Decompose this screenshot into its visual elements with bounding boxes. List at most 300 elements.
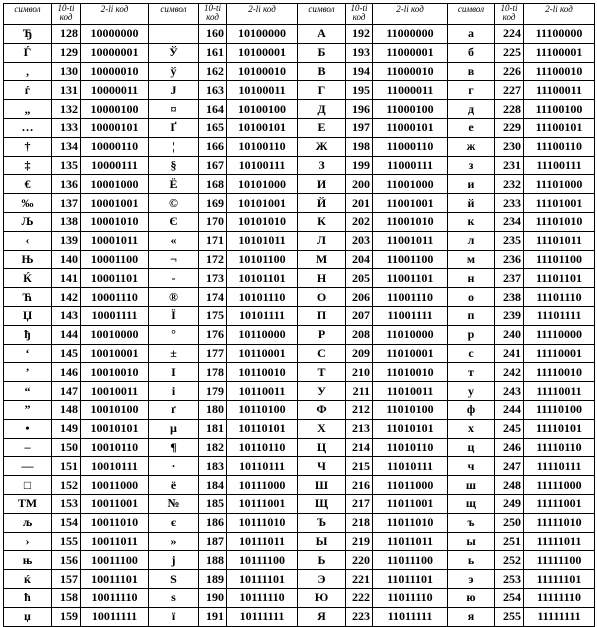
- binary-cell: 11001101: [373, 269, 448, 288]
- binary-cell: 11011100: [373, 551, 448, 570]
- binary-cell: 11010000: [373, 325, 448, 344]
- decimal-cell: 171: [199, 231, 227, 250]
- table-row: [4, 25, 595, 44]
- decimal-cell: 129: [52, 43, 81, 62]
- binary-cell: 11110110: [524, 438, 595, 457]
- decimal-cell: 190: [199, 588, 227, 607]
- binary-cell: 10011100: [81, 551, 149, 570]
- symbol-cell: б: [448, 43, 495, 62]
- decimal-cell: 223: [346, 607, 373, 626]
- binary-cell: 11101110: [524, 288, 595, 307]
- decimal-cell: 177: [199, 344, 227, 363]
- symbol-cell: Ј: [149, 81, 199, 100]
- symbol-cell: Ц: [298, 438, 346, 457]
- header-symbol: символ: [448, 4, 495, 25]
- symbol-cell: А: [298, 25, 346, 44]
- decimal-cell: 139: [52, 231, 81, 250]
- decimal-cell: 221: [346, 570, 373, 589]
- binary-cell: 11000100: [373, 100, 448, 119]
- symbol-cell: Ь: [298, 551, 346, 570]
- binary-cell: 11111110: [524, 588, 595, 607]
- header-binary: 2-li код: [373, 4, 448, 25]
- binary-cell: 11110100: [524, 400, 595, 419]
- binary-cell: 10101111: [227, 306, 298, 325]
- binary-cell: 11100011: [524, 81, 595, 100]
- decimal-cell: 255: [495, 607, 524, 626]
- decimal-cell: 153: [52, 494, 81, 513]
- symbol-cell: М: [298, 250, 346, 269]
- binary-cell: 10111110: [227, 588, 298, 607]
- binary-cell: 11000011: [373, 81, 448, 100]
- binary-cell: 10111101: [227, 570, 298, 589]
- symbol-cell: ш: [448, 476, 495, 495]
- symbol-cell: И: [298, 175, 346, 194]
- table-row: [4, 382, 595, 401]
- symbol-cell: њ: [4, 551, 52, 570]
- decimal-cell: 189: [199, 570, 227, 589]
- symbol-cell: ®: [149, 288, 199, 307]
- decimal-cell: 143: [52, 306, 81, 325]
- binary-cell: 10111100: [227, 551, 298, 570]
- symbol-cell: г: [448, 81, 495, 100]
- table-row: [4, 212, 595, 231]
- symbol-cell: ‚: [4, 62, 52, 81]
- binary-cell: 11111011: [524, 532, 595, 551]
- decimal-cell: 199: [346, 156, 373, 175]
- decimal-cell: 146: [52, 363, 81, 382]
- symbol-cell: Ш: [298, 476, 346, 495]
- decimal-cell: 230: [495, 137, 524, 156]
- binary-cell: 11100000: [524, 25, 595, 44]
- decimal-cell: 250: [495, 513, 524, 532]
- symbol-cell: €: [4, 175, 52, 194]
- decimal-cell: 200: [346, 175, 373, 194]
- symbol-cell: »: [149, 532, 199, 551]
- binary-cell: 10101100: [227, 250, 298, 269]
- symbol-cell: ѕ: [149, 588, 199, 607]
- table-row: [4, 513, 595, 532]
- table-row: [4, 81, 595, 100]
- symbol-cell: Р: [298, 325, 346, 344]
- decimal-cell: 141: [52, 269, 81, 288]
- table-row: [4, 551, 595, 570]
- binary-cell: 11111111: [524, 607, 595, 626]
- symbol-cell: В: [298, 62, 346, 81]
- binary-cell: 10001100: [81, 250, 149, 269]
- decimal-cell: 244: [495, 400, 524, 419]
- symbol-cell: а: [448, 25, 495, 44]
- decimal-cell: 241: [495, 344, 524, 363]
- decimal-cell: 195: [346, 81, 373, 100]
- table-row: [4, 325, 595, 344]
- decimal-cell: 162: [199, 62, 227, 81]
- symbol-cell: м: [448, 250, 495, 269]
- decimal-cell: 173: [199, 269, 227, 288]
- decimal-cell: 206: [346, 288, 373, 307]
- decimal-cell: 213: [346, 419, 373, 438]
- symbol-cell: џ: [4, 607, 52, 626]
- binary-cell: 10010111: [81, 457, 149, 476]
- binary-cell: 11111101: [524, 570, 595, 589]
- binary-cell: 10101010: [227, 212, 298, 231]
- binary-cell: 11011000: [373, 476, 448, 495]
- symbol-cell: ж: [448, 137, 495, 156]
- encoding-table: [3, 3, 595, 627]
- decimal-cell: 246: [495, 438, 524, 457]
- decimal-cell: 149: [52, 419, 81, 438]
- symbol-cell: р: [448, 325, 495, 344]
- decimal-cell: 214: [346, 438, 373, 457]
- decimal-cell: 167: [199, 156, 227, 175]
- binary-cell: 11001010: [373, 212, 448, 231]
- binary-cell: 10011110: [81, 588, 149, 607]
- decimal-cell: 236: [495, 250, 524, 269]
- symbol-cell: л: [448, 231, 495, 250]
- symbol-cell: Й: [298, 194, 346, 213]
- symbol-cell: і: [149, 382, 199, 401]
- decimal-cell: 137: [52, 194, 81, 213]
- decimal-cell: 148: [52, 400, 81, 419]
- symbol-cell: ќ: [4, 570, 52, 589]
- symbol-cell: н: [448, 269, 495, 288]
- decimal-cell: 242: [495, 363, 524, 382]
- binary-cell: 10111001: [227, 494, 298, 513]
- decimal-cell: 130: [52, 62, 81, 81]
- symbol-cell: ¶: [149, 438, 199, 457]
- binary-cell: 11110001: [524, 344, 595, 363]
- decimal-cell: 152: [52, 476, 81, 495]
- binary-cell: 11010010: [373, 363, 448, 382]
- decimal-cell: 202: [346, 212, 373, 231]
- binary-cell: 11110010: [524, 363, 595, 382]
- table-row: [4, 476, 595, 495]
- symbol-cell: Щ: [298, 494, 346, 513]
- binary-cell: 11110000: [524, 325, 595, 344]
- decimal-cell: 229: [495, 118, 524, 137]
- header-row: [4, 4, 595, 25]
- decimal-cell: 155: [52, 532, 81, 551]
- binary-cell: 10000010: [81, 62, 149, 81]
- decimal-cell: 135: [52, 156, 81, 175]
- symbol-cell: ґ: [149, 400, 199, 419]
- binary-cell: 11011011: [373, 532, 448, 551]
- binary-cell: 10011001: [81, 494, 149, 513]
- symbol-cell: Н: [298, 269, 346, 288]
- binary-cell: 11011110: [373, 588, 448, 607]
- decimal-cell: 181: [199, 419, 227, 438]
- symbol-cell: □: [4, 476, 52, 495]
- symbol-cell: [149, 25, 199, 44]
- binary-cell: 10111111: [227, 607, 298, 626]
- header-decimal: 10-ti код: [495, 4, 524, 25]
- symbol-cell: ю: [448, 588, 495, 607]
- decimal-cell: 145: [52, 344, 81, 363]
- table-body: [4, 25, 595, 627]
- decimal-cell: 170: [199, 212, 227, 231]
- binary-cell: 10011111: [81, 607, 149, 626]
- decimal-cell: 251: [495, 532, 524, 551]
- binary-cell: 10100110: [227, 137, 298, 156]
- symbol-cell: ’: [4, 363, 52, 382]
- decimal-cell: 165: [199, 118, 227, 137]
- symbol-cell: “: [4, 382, 52, 401]
- table-row: [4, 570, 595, 589]
- symbol-cell: С: [298, 344, 346, 363]
- decimal-cell: 232: [495, 175, 524, 194]
- binary-cell: 10000110: [81, 137, 149, 156]
- symbol-cell: …: [4, 118, 52, 137]
- symbol-cell: е: [448, 118, 495, 137]
- decimal-cell: 211: [346, 382, 373, 401]
- symbol-cell: Ю: [298, 588, 346, 607]
- decimal-cell: 225: [495, 43, 524, 62]
- symbol-cell: Л: [298, 231, 346, 250]
- symbol-cell: П: [298, 306, 346, 325]
- symbol-cell: №: [149, 494, 199, 513]
- table-row: [4, 457, 595, 476]
- binary-cell: 10111000: [227, 476, 298, 495]
- decimal-cell: 158: [52, 588, 81, 607]
- binary-cell: 10010011: [81, 382, 149, 401]
- decimal-cell: 172: [199, 250, 227, 269]
- symbol-cell: й: [448, 194, 495, 213]
- binary-cell: 11110101: [524, 419, 595, 438]
- symbol-cell: Б: [298, 43, 346, 62]
- binary-cell: 10010100: [81, 400, 149, 419]
- symbol-cell: Њ: [4, 250, 52, 269]
- binary-cell: 10110101: [227, 419, 298, 438]
- symbol-cell: •: [4, 419, 52, 438]
- decimal-cell: 220: [346, 551, 373, 570]
- decimal-cell: 245: [495, 419, 524, 438]
- binary-cell: 10001011: [81, 231, 149, 250]
- decimal-cell: 134: [52, 137, 81, 156]
- decimal-cell: 234: [495, 212, 524, 231]
- symbol-cell: Е: [298, 118, 346, 137]
- decimal-cell: 185: [199, 494, 227, 513]
- symbol-cell: ‘: [4, 344, 52, 363]
- binary-cell: 11010001: [373, 344, 448, 363]
- symbol-cell: ТМ: [4, 494, 52, 513]
- symbol-cell: Ґ: [149, 118, 199, 137]
- symbol-cell: к: [448, 212, 495, 231]
- binary-cell: 11011001: [373, 494, 448, 513]
- decimal-cell: 151: [52, 457, 81, 476]
- decimal-cell: 231: [495, 156, 524, 175]
- symbol-cell: §: [149, 156, 199, 175]
- binary-cell: 11101111: [524, 306, 595, 325]
- decimal-cell: 216: [346, 476, 373, 495]
- binary-cell: 11101010: [524, 212, 595, 231]
- decimal-cell: 183: [199, 457, 227, 476]
- table-row: [4, 588, 595, 607]
- symbol-cell: Ѕ: [149, 570, 199, 589]
- table-row: [4, 175, 595, 194]
- symbol-cell: ћ: [4, 588, 52, 607]
- decimal-cell: 138: [52, 212, 81, 231]
- symbol-cell: ”: [4, 400, 52, 419]
- symbol-cell: Х: [298, 419, 346, 438]
- symbol-cell: љ: [4, 513, 52, 532]
- decimal-cell: 226: [495, 62, 524, 81]
- decimal-cell: 182: [199, 438, 227, 457]
- decimal-cell: 191: [199, 607, 227, 626]
- symbol-cell: †: [4, 137, 52, 156]
- table-row: [4, 194, 595, 213]
- binary-cell: 10100010: [227, 62, 298, 81]
- decimal-cell: 218: [346, 513, 373, 532]
- table-row: [4, 250, 595, 269]
- symbol-cell: Э: [298, 570, 346, 589]
- symbol-cell: и: [448, 175, 495, 194]
- binary-cell: 11001100: [373, 250, 448, 269]
- binary-cell: 10111011: [227, 532, 298, 551]
- binary-cell: 10110111: [227, 457, 298, 476]
- binary-cell: 10110110: [227, 438, 298, 457]
- table-row: [4, 269, 595, 288]
- binary-cell: 11010101: [373, 419, 448, 438]
- decimal-cell: 233: [495, 194, 524, 213]
- symbol-cell: І: [149, 363, 199, 382]
- table-row: [4, 363, 595, 382]
- decimal-cell: 248: [495, 476, 524, 495]
- decimal-cell: 156: [52, 551, 81, 570]
- binary-cell: 11001110: [373, 288, 448, 307]
- binary-cell: 10100000: [227, 25, 298, 44]
- decimal-cell: 178: [199, 363, 227, 382]
- header-decimal: 10-ti код: [52, 4, 81, 25]
- symbol-cell: ¦: [149, 137, 199, 156]
- binary-cell: 11010110: [373, 438, 448, 457]
- table-header: [4, 4, 595, 25]
- decimal-cell: 157: [52, 570, 81, 589]
- binary-cell: 11011010: [373, 513, 448, 532]
- symbol-cell: –: [4, 438, 52, 457]
- binary-cell: 10000001: [81, 43, 149, 62]
- header-binary: 2-li код: [227, 4, 298, 25]
- header-symbol: символ: [298, 4, 346, 25]
- symbol-cell: ї: [149, 607, 199, 626]
- decimal-cell: 222: [346, 588, 373, 607]
- table-row: [4, 137, 595, 156]
- header-decimal: 10-ti код: [346, 4, 373, 25]
- decimal-cell: 203: [346, 231, 373, 250]
- decimal-cell: 212: [346, 400, 373, 419]
- decimal-cell: 169: [199, 194, 227, 213]
- symbol-cell: Љ: [4, 212, 52, 231]
- symbol-cell: Ж: [298, 137, 346, 156]
- decimal-cell: 252: [495, 551, 524, 570]
- binary-cell: 10100101: [227, 118, 298, 137]
- binary-cell: 10000111: [81, 156, 149, 175]
- symbol-cell: є: [149, 513, 199, 532]
- symbol-cell: „: [4, 100, 52, 119]
- symbol-cell: ў: [149, 62, 199, 81]
- table-row: [4, 494, 595, 513]
- decimal-cell: 133: [52, 118, 81, 137]
- binary-cell: 11100010: [524, 62, 595, 81]
- symbol-cell: Д: [298, 100, 346, 119]
- binary-cell: 10011101: [81, 570, 149, 589]
- binary-cell: 10001101: [81, 269, 149, 288]
- binary-cell: 11100001: [524, 43, 595, 62]
- table-row: [4, 419, 595, 438]
- decimal-cell: 163: [199, 81, 227, 100]
- decimal-cell: 131: [52, 81, 81, 100]
- binary-cell: 11010011: [373, 382, 448, 401]
- symbol-cell: О: [298, 288, 346, 307]
- table-row: [4, 118, 595, 137]
- symbol-cell: Ы: [298, 532, 346, 551]
- table-row: [4, 156, 595, 175]
- decimal-cell: 249: [495, 494, 524, 513]
- header-binary: 2-li код: [81, 4, 149, 25]
- symbol-cell: Я: [298, 607, 346, 626]
- symbol-cell: Ч: [298, 457, 346, 476]
- binary-cell: 11111000: [524, 476, 595, 495]
- symbol-cell: э: [448, 570, 495, 589]
- symbol-cell: «: [149, 231, 199, 250]
- decimal-cell: 237: [495, 269, 524, 288]
- decimal-cell: 247: [495, 457, 524, 476]
- binary-cell: 10001110: [81, 288, 149, 307]
- decimal-cell: 136: [52, 175, 81, 194]
- decimal-cell: 197: [346, 118, 373, 137]
- decimal-cell: 186: [199, 513, 227, 532]
- decimal-cell: 204: [346, 250, 373, 269]
- table-row: [4, 100, 595, 119]
- binary-cell: 11011111: [373, 607, 448, 626]
- decimal-cell: 201: [346, 194, 373, 213]
- symbol-cell: Г: [298, 81, 346, 100]
- binary-cell: 10101000: [227, 175, 298, 194]
- symbol-cell: Ѓ: [4, 43, 52, 62]
- symbol-cell: ј: [149, 551, 199, 570]
- decimal-cell: 193: [346, 43, 373, 62]
- table-row: [4, 306, 595, 325]
- binary-cell: 10100111: [227, 156, 298, 175]
- symbol-cell: щ: [448, 494, 495, 513]
- binary-cell: 11100101: [524, 118, 595, 137]
- symbol-cell: ы: [448, 532, 495, 551]
- decimal-cell: 180: [199, 400, 227, 419]
- decimal-cell: 194: [346, 62, 373, 81]
- table-row: [4, 400, 595, 419]
- binary-cell: 11000101: [373, 118, 448, 137]
- symbol-cell: Ф: [298, 400, 346, 419]
- symbol-cell: ъ: [448, 513, 495, 532]
- binary-cell: 10101001: [227, 194, 298, 213]
- decimal-cell: 224: [495, 25, 524, 44]
- symbol-cell: Ђ: [4, 25, 52, 44]
- decimal-cell: 179: [199, 382, 227, 401]
- decimal-cell: 154: [52, 513, 81, 532]
- binary-cell: 11000001: [373, 43, 448, 62]
- symbol-cell: Ќ: [4, 269, 52, 288]
- symbol-cell: ѓ: [4, 81, 52, 100]
- symbol-cell: Ћ: [4, 288, 52, 307]
- decimal-cell: 192: [346, 25, 373, 44]
- symbol-cell: °: [149, 325, 199, 344]
- binary-cell: 10110001: [227, 344, 298, 363]
- table-row: [4, 532, 595, 551]
- symbol-cell: Џ: [4, 306, 52, 325]
- symbol-cell: К: [298, 212, 346, 231]
- symbol-cell: ±: [149, 344, 199, 363]
- binary-cell: 10010000: [81, 325, 149, 344]
- binary-cell: 11001000: [373, 175, 448, 194]
- binary-cell: 11111100: [524, 551, 595, 570]
